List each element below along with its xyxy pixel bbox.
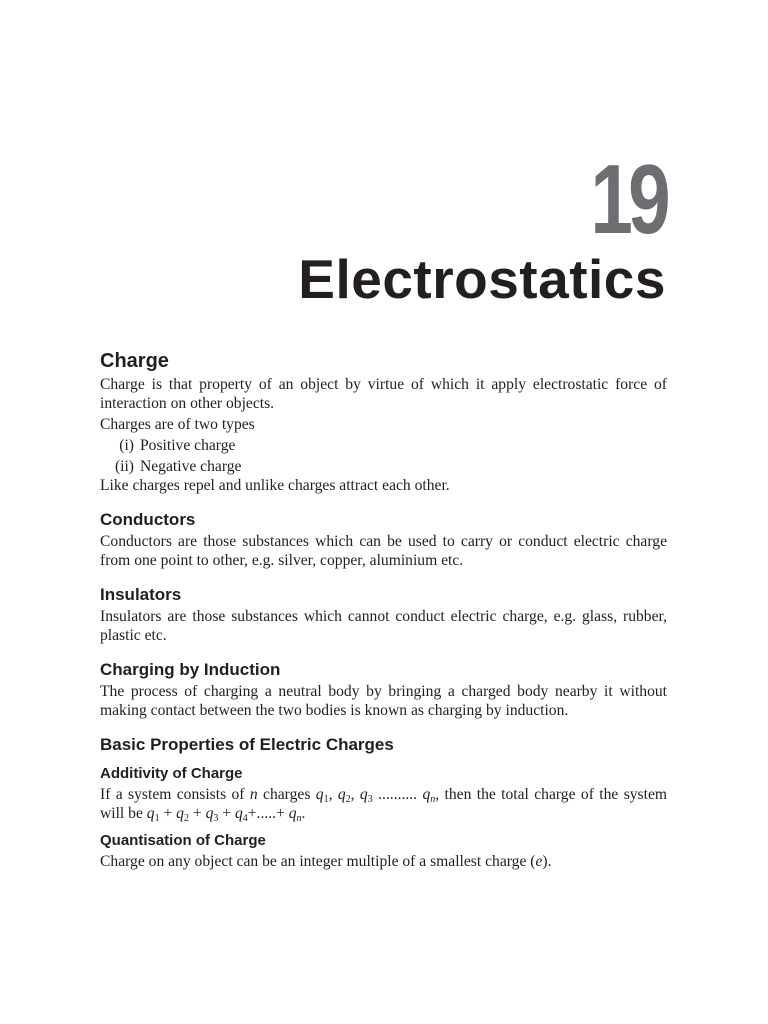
section-heading-conductors: Conductors: [100, 510, 196, 529]
charge-interaction: Like charges repel and unlike charges attract each other.: [100, 476, 450, 494]
section-heading-properties: Basic Properties of Electric Charges: [100, 735, 394, 754]
list-item-text: Positive charge: [140, 436, 236, 454]
list-item-text: Negative charge: [140, 457, 242, 475]
subsection-heading-additivity: Additivity of Charge: [100, 765, 243, 782]
list-item-number: (i): [119, 436, 134, 454]
section-heading-induction: Charging by Induction: [100, 660, 281, 679]
induction-definition: The process of charging a neutral body by bringing a charged body nearby it without making contact between the two bodies is known as charging by induction.: [100, 683, 667, 719]
section-heading-insulators: Insulators: [100, 585, 182, 604]
chapter-title: Electrostatics: [298, 248, 666, 310]
additivity-text: If a system consists of n charges $q_1$, $q_2$, $q_3$ .......... $q_n$, then the total charge of the system will be $q_1 + q_2 + q_3 + q_4+.....+ q_n$.: [100, 786, 668, 824]
section-heading-charge: Charge: [100, 350, 169, 372]
quantisation-text: Charge on any object can be an integer multiple of a smallest charge (e).: [100, 853, 552, 870]
subsection-heading-quantisation: Quantisation of Charge: [100, 832, 266, 849]
charge-types-intro: Charges are of two types: [100, 416, 255, 433]
charge-definition: Charge is that property of an object by virtue of which it apply electrostatic force of interaction on other objects.: [100, 376, 667, 412]
chapter-number: 19: [590, 144, 666, 254]
list-item-number: (ii): [114, 457, 134, 475]
list-item: [100, 456, 667, 477]
insulators-definition: Insulators are those substances which cannot conduct electric charge, e.g. glass, rubber, plastic etc.: [100, 608, 667, 644]
conductors-definition: Conductors are those substances which can be used to carry or conduct electric charge from one point to other, e.g. silver, copper, aluminium etc.: [100, 533, 667, 569]
page-content: [100, 348, 667, 872]
list-item: [100, 435, 667, 456]
